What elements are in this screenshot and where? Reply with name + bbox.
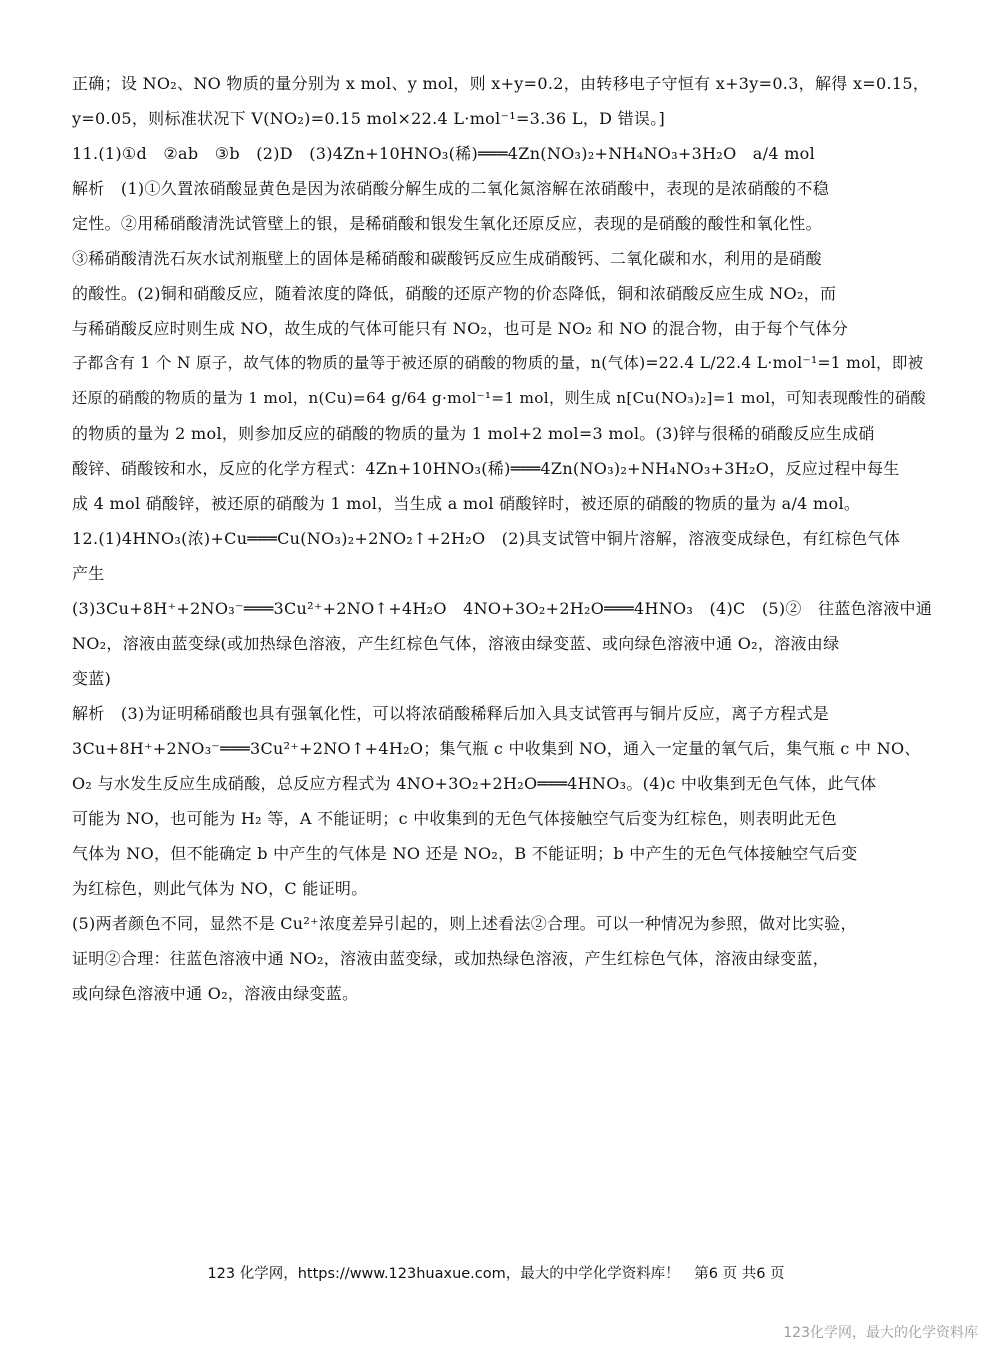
text-line: y=0.05，则标准状况下 V(NO₂)=0.15 mol×22.4 L·mol⁻¹=3.36 L，D 错误。] [72, 109, 666, 128]
text-line: 定性。②用稀硝酸清洗试管壁上的银，是稀硝酸和银发生氧化还原反应，表现的是硝酸的酸性和氧化性。 [72, 214, 822, 233]
text-line: 的酸性。(2)铜和硝酸反应，随着浓度的降低，硝酸的还原产物的价态降低，铜和浓硝酸反应生成 NO₂，而 [72, 284, 837, 303]
text-line: 证明②合理：往蓝色溶液中通 NO₂，溶液由蓝变绿，或加热绿色溶液，产生红棕色气体，溶液由绿变蓝， [72, 949, 830, 968]
text-line: 与稀硝酸反应时则生成 NO，故生成的气体可能只有 NO₂，也可是 NO₂ 和 NO 的混合物，由于每个气体分 [72, 319, 849, 338]
text-line: 解析 (3)为证明稀硝酸也具有强氧化性，可以将浓硝酸稀释后加入具支试管再与铜片反应，离子方程式是 [72, 704, 830, 723]
watermark: 123化学网，最大的化学资料库 [783, 1325, 978, 1341]
text-line: 3Cu+8H⁺+2NO₃⁻═══3Cu²⁺+2NO↑+4H₂O；集气瓶 c 中收集到 NO，通入一定量的氧气后，集气瓶 c 中 NO、 [72, 739, 921, 758]
text-line: 或向绿色溶液中通 O₂，溶液由绿变蓝。 [72, 984, 359, 1003]
text-line: 为红棕色，则此气体为 NO，C 能证明。 [72, 879, 368, 898]
text-line: O₂ 与水发生反应生成硝酸，总反应方程式为 4NO+3O₂+2H₂O═══4HNO₃。(4)c 中收集到无色气体，此气体 [72, 774, 877, 793]
text-line: 子都含有 1 个 N 原子，故气体的物质的量等于被还原的硝酸的物质的量，n(气体)=22.4 L/22.4 L·mol⁻¹=1 mol，即被 [72, 354, 924, 372]
text-line: (5)两者颜色不同，显然不是 Cu²⁺浓度差异引起的，则上述看法②合理。可以一种情况为参照，做对比实验， [72, 914, 857, 933]
text-line: NO₂，溶液由蓝变绿(或加热绿色溶液，产生红棕色气体，溶液由绿变蓝、或向绿色溶液中通 O₂，溶液由绿 [72, 634, 840, 653]
text-line: 11.(1)①d ②ab ③b (2)D (3)4Zn+10HNO₃(稀)═══4Zn(NO₃)₂+NH₄NO₃+3H₂O a/4 mol [72, 144, 816, 163]
text-line: 解析 (1)①久置浓硝酸显黄色是因为浓硝酸分解生成的二氧化氮溶解在浓硝酸中，表现的是浓硝酸的不稳 [72, 179, 830, 198]
text-line: 气体为 NO，但不能确定 b 中产生的气体是 NO 还是 NO₂，B 不能证明；b 中产生的无色气体接触空气后变 [72, 844, 858, 863]
text-line: 正确；设 NO₂、NO 物质的量分别为 x mol、y mol，则 x+y=0.2，由转移电子守恒有 x+3y=0.3，解得 x=0.15， [72, 74, 930, 93]
text-line: 变蓝) [72, 669, 112, 688]
text-line: 成 4 mol 硝酸锌，被还原的硝酸为 1 mol，当生成 a mol 硝酸锌时，被还原的硝酸的物质的量为 a/4 mol。 [72, 494, 861, 513]
page-footer: 123 化学网，https://www.123huaxue.com，最大的中学化学资料库！ 第6 页 共6 页 [207, 1266, 785, 1282]
text-line: 产生 [72, 564, 105, 583]
text-line: 12.(1)4HNO₃(浓)+Cu═══Cu(NO₃)₂+2NO₂↑+2H₂O (2)具支试管中铜片溶解，溶液变成绿色，有红棕色气体 [72, 529, 901, 548]
text-line: 还原的硝酸的物质的量为 1 mol，n(Cu)=64 g/64 g·mol⁻¹=1 mol，则生成 n[Cu(NO₃)₂]=1 mol，可知表现酸性的硝酸 [72, 389, 926, 407]
answer-content [72, 66, 932, 1011]
text-line: 酸锌、硝酸铵和水，反应的化学方程式：4Zn+10HNO₃(稀)═══4Zn(NO₃)₂+NH₄NO₃+3H₂O，反应过程中每生 [72, 459, 900, 478]
text-line: (3)3Cu+8H⁺+2NO₃⁻═══3Cu²⁺+2NO↑+4H₂O 4NO+3O₂+2H₂O═══4HNO₃ (4)C (5)② 往蓝色溶液中通 [72, 599, 933, 618]
text-line: ③稀硝酸清洗石灰水试剂瓶壁上的固体是稀硝酸和碳酸钙反应生成硝酸钙、二氧化碳和水，利用的是硝酸 [72, 249, 822, 268]
text-line: 可能为 NO，也可能为 H₂ 等，A 不能证明；c 中收集到的无色气体接触空气后变为红棕色，则表明此无色 [72, 809, 838, 828]
text-line: 的物质的量为 2 mol，则参加反应的硝酸的物质的量为 1 mol+2 mol=3 mol。(3)锌与很稀的硝酸反应生成硝 [72, 424, 875, 443]
